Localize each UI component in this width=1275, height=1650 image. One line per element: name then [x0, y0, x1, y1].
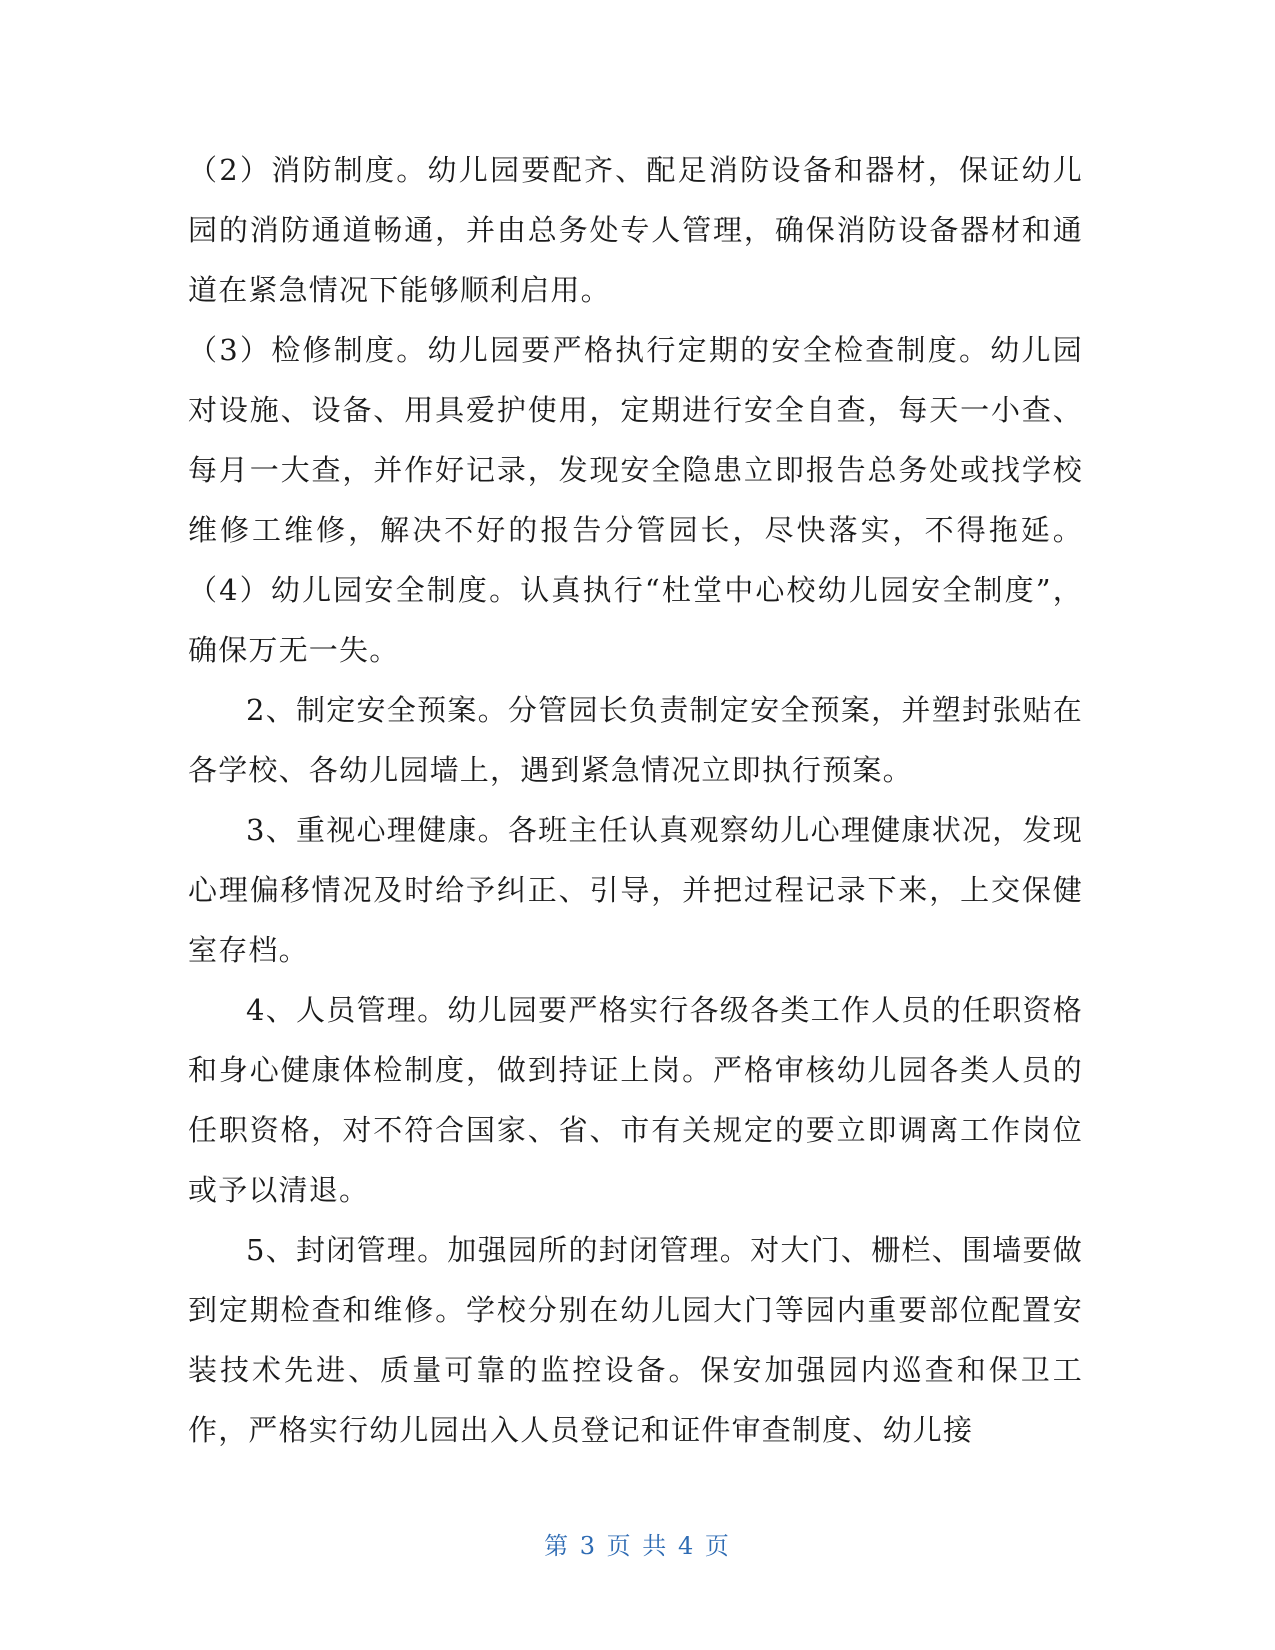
paragraph-mental-health: 3、重视心理健康。各班主任认真观察幼儿心理健康状况，发现心理偏移情况及时给予纠正、引导，并把过程记录下来，上交保健室存档。	[188, 813, 1083, 967]
paragraph-inspection: （3）检修制度。幼儿园要严格执行定期的安全检查制度。幼儿园对设施、设备、用具爱护使用，定期进行安全自查，每天一小查、每月一大查，并作好记录，发现安全隐患立即报告总务处或找学校维修工维修，解决不好的报告分管园长，尽快落实，不得拖延。（4）幼儿园安全制度。认真执行“杜堂中心校幼儿园安全制度”，确保万无一失。	[188, 333, 1083, 667]
paragraph-fire-safety: （2）消防制度。幼儿园要配齐、配足消防设备和器材，保证幼儿园的消防通道畅通，并由总务处专人管理，确保消防设备器材和通道在紧急情况下能够顺利启用。	[188, 153, 1083, 307]
page-number: 第 3 页 共 4 页	[544, 1532, 731, 1560]
paragraph-personnel: 4、人员管理。幼儿园要严格实行各级各类工作人员的任职资格和身心健康体检制度，做到持证上岗。严格审核幼儿园各类人员的任职资格，对不符合国家、省、市有关规定的要立即调离工作岗位或予以清退。	[188, 993, 1083, 1207]
paragraph-safety-plan: 2、制定安全预案。分管园长负责制定安全预案，并塑封张贴在各学校、各幼儿园墙上，遇到紧急情况立即执行预案。	[188, 693, 1083, 787]
document-body	[188, 140, 1083, 1460]
page-footer	[0, 1526, 1275, 1561]
paragraph-closed-management: 5、封闭管理。加强园所的封闭管理。对大门、栅栏、围墙要做到定期检查和维修。学校分别在幼儿园大门等园内重要部位配置安装技术先进、质量可靠的监控设备。保安加强园内巡查和保卫工作，严格实行幼儿园出入人员登记和证件审查制度、幼儿接	[188, 1233, 1083, 1447]
